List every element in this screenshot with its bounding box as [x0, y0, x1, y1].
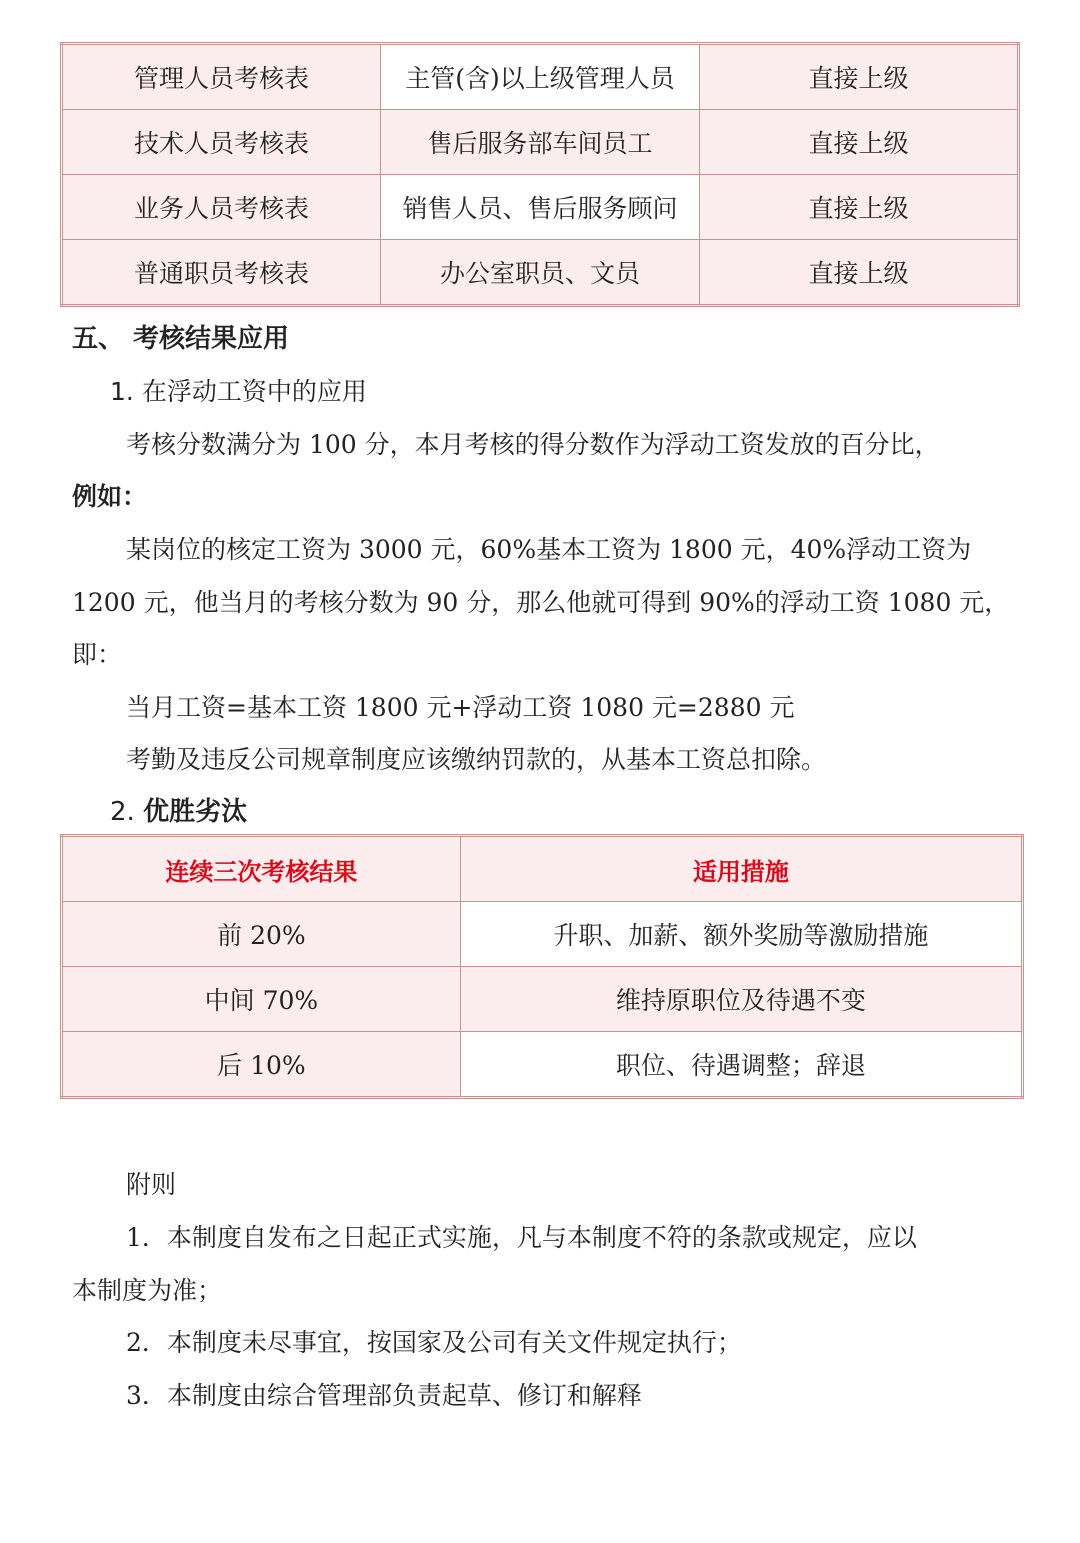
- paragraph: 某岗位的核定工资为 3000 元，60%基本工资为 1800 元，40%浮动工资为: [126, 535, 972, 564]
- paragraph-continuation: 即：: [72, 640, 123, 669]
- appendix-item: 2．本制度未尽事宜，按国家及公司有关文件规定执行；: [126, 1328, 742, 1357]
- form-name-cell: 普通职员考核表: [62, 240, 381, 306]
- subsection-number: 2.: [110, 797, 135, 827]
- table-row: [62, 902, 1023, 967]
- scope-cell: 主管(含)以上级管理人员: [380, 44, 699, 110]
- result-cell: 中间 70%: [62, 967, 461, 1032]
- table-row: [62, 175, 1019, 240]
- table-row: [62, 110, 1019, 175]
- measure-cell: 升职、加薪、额外奖励等激励措施: [460, 902, 1022, 967]
- scope-cell: 销售人员、售后服务顾问: [380, 175, 699, 240]
- appendix-item: 1．本制度自发布之日起正式实施，凡与本制度不符的条款或规定，应以: [126, 1223, 917, 1252]
- subsection-number: 1.: [110, 377, 134, 406]
- section-heading: 五、 考核结果应用: [72, 324, 290, 354]
- column-header: 连续三次考核结果: [62, 836, 461, 902]
- table-row: [62, 44, 1019, 110]
- subsection-title: 优胜劣汰: [143, 797, 248, 827]
- table-row: [62, 240, 1019, 306]
- form-name-cell: 管理人员考核表: [62, 44, 381, 110]
- result-cell: 前 20%: [62, 902, 461, 967]
- assessor-cell: 直接上级: [700, 110, 1019, 175]
- paragraph-continuation: 1200 元，他当月的考核分数为 90 分，那么他就可得到 90%的浮动工资 1080 元，: [72, 588, 1010, 617]
- table-row: [62, 967, 1023, 1032]
- subsection-heading: [110, 377, 367, 407]
- elimination-table: [60, 834, 1024, 1099]
- appendix-title: 附则: [126, 1170, 177, 1199]
- measure-cell: 维持原职位及待遇不变: [460, 967, 1022, 1032]
- table-row: [62, 1032, 1023, 1098]
- column-header: 适用措施: [460, 836, 1022, 902]
- table-header-row: [62, 836, 1023, 902]
- form-name-cell: 业务人员考核表: [62, 175, 381, 240]
- assessor-cell: 直接上级: [700, 175, 1019, 240]
- measure-cell: 职位、待遇调整；辞退: [460, 1032, 1022, 1098]
- subsection-title: 在浮动工资中的应用: [141, 377, 367, 406]
- result-cell: 后 10%: [62, 1032, 461, 1098]
- assessor-cell: 直接上级: [700, 240, 1019, 306]
- paragraph: 考核分数满分为 100 分，本月考核的得分数作为浮动工资发放的百分比，: [126, 430, 940, 459]
- appendix-item-continuation: 本制度为准；: [72, 1276, 223, 1305]
- paragraph: 当月工资=基本工资 1800 元+浮动工资 1080 元=2880 元: [126, 693, 795, 722]
- assessor-cell: 直接上级: [700, 44, 1019, 110]
- scope-cell: 办公室职员、文员: [380, 240, 699, 306]
- paragraph: 考勤及违反公司规章制度应该缴纳罚款的，从基本工资总扣除。: [126, 745, 827, 774]
- scope-cell: 售后服务部车间员工: [380, 110, 699, 175]
- appendix-item: 3．本制度由综合管理部负责起草、修订和解释: [126, 1381, 642, 1410]
- paragraph-continuation: 例如：: [72, 482, 148, 511]
- subsection-heading: [110, 797, 247, 827]
- form-name-cell: 技术人员考核表: [62, 110, 381, 175]
- assessment-form-table: [60, 42, 1020, 307]
